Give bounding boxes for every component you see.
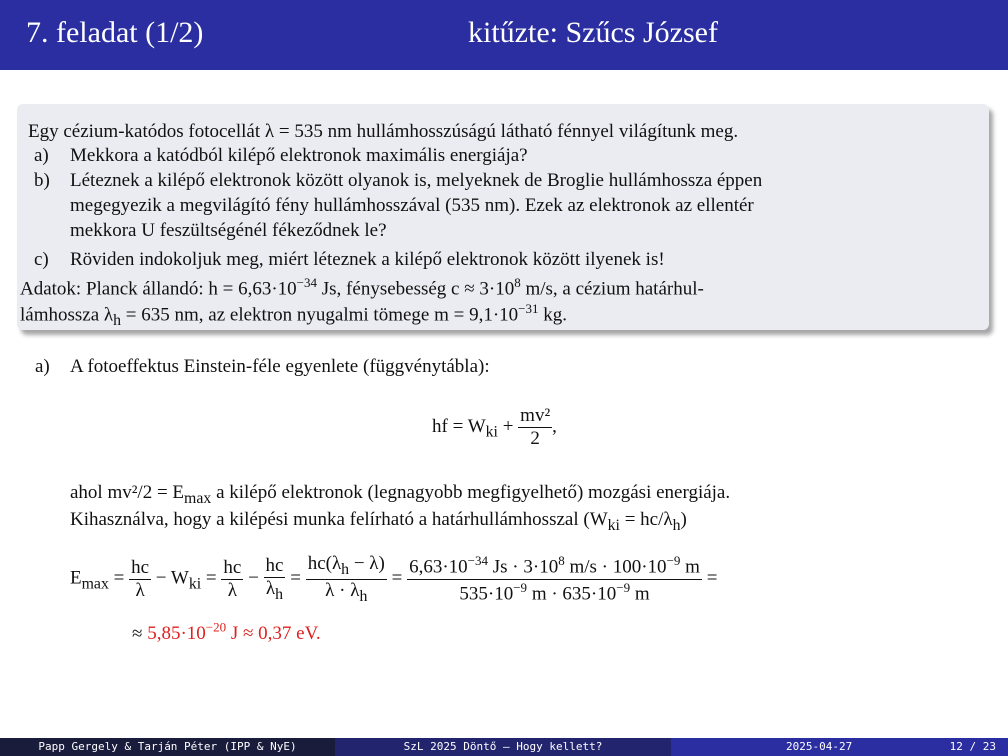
footer-event: SzL 2025 Döntő – Hogy kellett? xyxy=(335,738,671,756)
footer-right xyxy=(671,738,1008,756)
slide-footer xyxy=(0,738,1008,756)
problem-intro: Egy cézium-katódos fotocellát λ = 535 nm hullámhosszúságú látható fénnyel világítunk meg. xyxy=(28,121,739,142)
solution-text-line-1: ahol $mv^2/2 = E_{max}$ a kilépő elektronok (legnagyobb megfigyelhető) mozgási energiája. xyxy=(70,482,731,507)
energy-equation: $E_{max}$ = $\frac{hc}{\lambda}$ − $W_{ki}$ = $\frac{hc}{\lambda}$ − $\frac{hc}{\lambda_h}$ = $\frac{hc(\lambda_h - \lambda)}{\lambda \cdot \lambda_h}$ = $\frac{6,63\cdot 10^{-34} Js \cdot 3\cdot 10^8 m/s \cdot 100\cdot 10^{-9} m}{535\cdot 10^{-9} m \cdot 635\cdot 10^{-9} m}$ = xyxy=(70,553,718,605)
footer-authors: Papp Gergely & Tarján Péter (IPP & NyE) xyxy=(0,738,335,756)
result-value: $5,85\cdot 10^{-20}$ J ≈ 0,37 eV. xyxy=(147,620,321,645)
question-a: Mekkora a katódból kilépő elektronok maximális energiája? xyxy=(70,145,528,166)
question-b-line-2: megegyezik a megvilágító fény hullámhosszával (535 nm). Ezek az elektronok az ellentér xyxy=(70,195,754,216)
question-c-label: c) xyxy=(34,249,49,270)
footer-page-number: 12 / 23 xyxy=(949,740,996,753)
problem-data-line-2: lámhossza $\lambda_h = 635$ nm, az elektron nyugalmi tömege $m = 9,1\cdot 10^{-31}$ kg. xyxy=(20,301,568,330)
question-b-line-3: mekkora U feszültségénél fékeződnek le? xyxy=(70,220,387,241)
question-b-label: b) xyxy=(34,170,50,191)
footer-date: 2025-04-27 xyxy=(786,740,853,753)
question-c: Röviden indokoljuk meg, miért léteznek a kilépő elektronok között ilyenek is! xyxy=(70,249,665,270)
solution-text-line-2: Kihasználva, hogy a kilépési munka felírható a határhullámhosszal $(W_{ki} = hc/\lambda_h)$ xyxy=(70,509,687,534)
slide-header xyxy=(0,0,1008,70)
solution-a-intro: A fotoeffektus Einstein-féle egyenlete (függvénytábla): xyxy=(70,356,490,377)
slide-author: kitűzte: Szűcs József xyxy=(468,16,718,49)
question-a-label: a) xyxy=(34,145,49,166)
question-b-line-1: Léteznek a kilépő elektronok között olyanok is, melyeknek de Broglie hullámhossza éppen xyxy=(70,170,763,191)
solution-a-label: a) xyxy=(35,356,50,377)
problem-data-line-1: Adatok: Planck állandó: $h = 6,63\cdot 10^{-34}$ Js, fénysebesség $c \approx 3\cdot 10^8$ m/s, a cézium határhul- xyxy=(20,275,704,300)
result-line: ≈ $5,85\cdot 10^{-20}$ J ≈ 0,37 eV. xyxy=(132,620,321,645)
einstein-equation: hf = $W_{ki}$ + $\frac{\text{mv²}}{2}$ , xyxy=(432,405,557,449)
slide-title: 7. feladat (1/2) xyxy=(26,16,204,49)
